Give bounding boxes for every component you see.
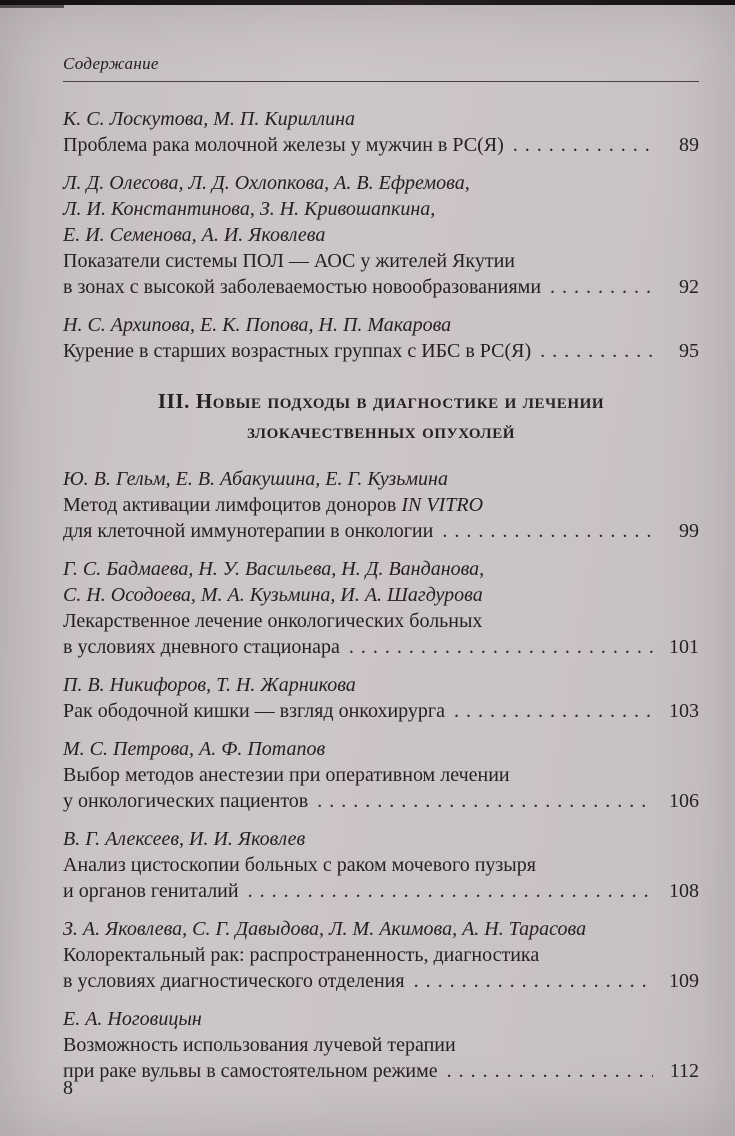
entry-page-number: 99 xyxy=(679,520,699,542)
dot-leader xyxy=(540,338,653,364)
entry-title: в зонах с высокой заболеваемостью новообразованиями xyxy=(63,276,542,298)
entry-title-line: Выбор методов анестезии при оперативном лечении xyxy=(63,764,510,786)
entry-title-line xyxy=(63,132,699,158)
entry-title: для клеточной иммунотерапии в онкологии xyxy=(63,520,434,542)
toc-entry xyxy=(63,1006,699,1084)
entry-author-line: В. Г. Алексеев, И. И. Яковлев xyxy=(63,828,306,850)
entry-page-number: 109 xyxy=(669,970,699,992)
entry-title-line xyxy=(63,634,699,660)
entry-title: в условиях дневного стационара xyxy=(63,636,340,658)
entry-page-number: 112 xyxy=(669,1060,699,1082)
section-heading-line1: III. Новые подходы в диагностике и лечении xyxy=(157,389,605,413)
toc-entry xyxy=(63,170,699,300)
entry-page-number: 103 xyxy=(669,700,699,722)
section-heading-line2: злокачественных опухолей xyxy=(246,419,516,443)
entry-author-line: Е. А. Ноговицын xyxy=(63,1008,202,1030)
entry-title-line xyxy=(63,968,699,994)
dot-leader xyxy=(513,132,653,158)
dot-leader xyxy=(550,274,653,300)
entry-author-line: М. С. Петрова, А. Ф. Потапов xyxy=(63,738,326,760)
entry-title-line xyxy=(63,1058,699,1084)
entry-author-line: С. Н. Осодоева, М. А. Кузьмина, И. А. Шагдурова xyxy=(63,584,483,606)
entry-title: у онкологических пациентов xyxy=(63,790,309,812)
entry-title-line: Возможность использования лучевой терапии xyxy=(63,1034,456,1056)
entry-page-number: 106 xyxy=(669,790,699,812)
toc-content xyxy=(63,54,699,1096)
entry-title-emphasis: IN VITRO xyxy=(401,494,484,516)
entry-author-line: П. В. Никифоров, Т. Н. Жарникова xyxy=(63,674,356,696)
entry-title: Проблема рака молочной железы у мужчин в РС(Я) xyxy=(63,134,504,156)
entry-title-line xyxy=(63,338,699,364)
toc-entry xyxy=(63,826,699,904)
entry-title: в условиях диагностического отделения xyxy=(63,970,405,992)
entry-author-line: Ю. В. Гельм, Е. В. Абакушина, Е. Г. Кузьмина xyxy=(63,468,448,490)
dot-leader xyxy=(248,878,653,904)
entry-page-number: 95 xyxy=(679,340,699,362)
dot-leader xyxy=(317,788,653,814)
running-header: Содержание xyxy=(63,54,159,73)
entry-author-line: Л. Д. Олесова, Л. Д. Охлопкова, А. В. Ефремова, xyxy=(63,172,470,194)
entry-author-line: Г. С. Бадмаева, Н. У. Васильева, Н. Д. Ванданова, xyxy=(63,558,485,580)
entry-title-line xyxy=(63,492,699,518)
entry-author-line: Н. С. Архипова, Е. К. Попова, Н. П. Макарова xyxy=(63,314,452,336)
entry-title: при раке вульвы в самостоятельном режиме xyxy=(63,1060,438,1082)
toc-entry xyxy=(63,916,699,994)
dot-leader xyxy=(414,968,653,994)
entry-title-line: Колоректальный рак: распространенность, диагностика xyxy=(63,944,540,966)
entry-author-line: З. А. Яковлева, С. Г. Давыдова, Л. М. Акимова, А. Н. Тарасова xyxy=(63,918,587,940)
entry-title: Курение в старших возрастных группах с ИБС в РС(Я) xyxy=(63,340,532,362)
entry-page-number: 92 xyxy=(679,276,699,298)
toc-entry xyxy=(63,672,699,724)
entry-title-line xyxy=(63,698,699,724)
entry-title-line: Анализ цистоскопии больных с раком мочевого пузыря xyxy=(63,854,536,876)
dot-leader xyxy=(442,518,653,544)
folio-page-number: 8 xyxy=(63,1077,73,1099)
entry-author-line: Л. И. Константинова, З. Н. Кривошапкина, xyxy=(63,198,436,220)
entry-title-line xyxy=(63,878,699,904)
section-heading xyxy=(63,386,699,446)
toc-entry xyxy=(63,106,699,158)
entry-title: и органов гениталий xyxy=(63,880,239,902)
entry-title-line: Лекарственное лечение онкологических больных xyxy=(63,610,483,632)
dot-leader xyxy=(454,698,653,724)
scan-edge xyxy=(0,0,735,5)
entry-page-number: 108 xyxy=(669,880,699,902)
toc-entry xyxy=(63,556,699,660)
entry-title: Рак ободочной кишки — взгляд онкохирурга xyxy=(63,700,445,722)
header-rule xyxy=(63,81,699,82)
entry-title-line: Показатели системы ПОЛ — АОС у жителей Якутии xyxy=(63,250,516,272)
entry-author-line: К. С. Лоскутова, М. П. Кириллина xyxy=(63,108,356,130)
entry-page-number: 89 xyxy=(679,134,699,156)
entry-page-number: 101 xyxy=(669,636,699,658)
entry-author-line: Е. И. Семенова, А. И. Яковлева xyxy=(63,224,326,246)
toc-entry xyxy=(63,466,699,544)
toc-entry xyxy=(63,736,699,814)
toc-entry xyxy=(63,312,699,364)
entry-title-line xyxy=(63,518,699,544)
entry-title: Метод активации лимфоцитов доноров xyxy=(63,494,402,516)
dot-leader xyxy=(447,1058,653,1084)
entry-title-line xyxy=(63,788,699,814)
entry-title-line xyxy=(63,274,699,300)
dot-leader xyxy=(349,634,653,660)
